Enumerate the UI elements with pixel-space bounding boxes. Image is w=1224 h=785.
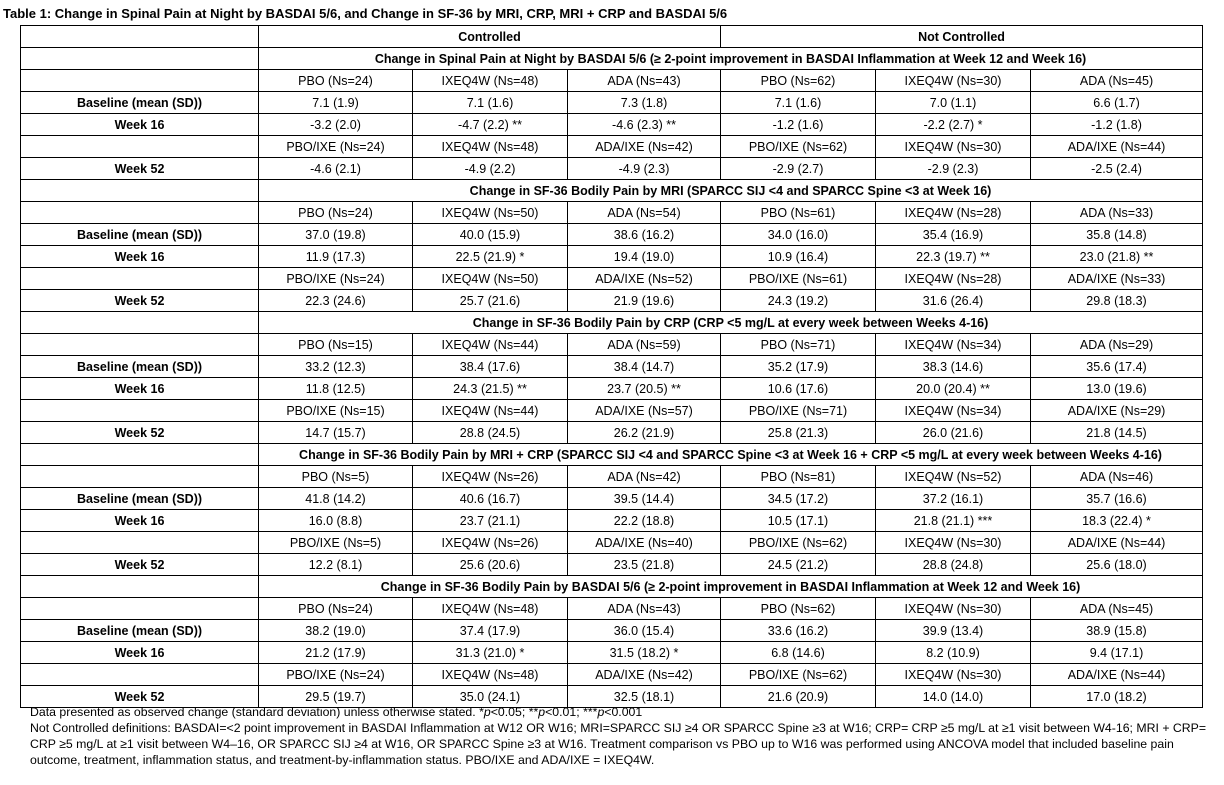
table-cell: 38.2 (19.0) [259, 620, 413, 642]
row-label [21, 70, 259, 92]
table-cell: IXEQ4W (Ns=30) [876, 598, 1031, 620]
footnote-definitions: Not Controlled definitions: BASDAI=<2 point improvement in BASDAI Inflammation at W12 OR W16; MRI=SPARCC SIJ ≥4 OR SPARCC Spine ≥3 at W16; CRP= CRP ≥5 mg/L at ≥1 visit between W4-16; MRI + CRP= CRP ≥5 mg/L at ≥1 visit between W4–16, OR SPARCC SIJ ≥4 at W16, OR SPARCC Spine ≥3 at W16. Treatment comparison vs PBO up to W16 was performed using ANCOVA model that included baseline pain outcome, treatment, inflammation status, and treatment-by-inflammation status. PBO/IXE and ADA/IXE = IXEQ4W. [30, 721, 1207, 767]
table-cell: 24.3 (21.5) ** [413, 378, 568, 400]
table-row [21, 92, 1203, 114]
table-cell: ADA/IXE (Ns=44) [1031, 532, 1203, 554]
row-label [21, 334, 259, 356]
table-row [21, 664, 1203, 686]
row-label: Week 52 [21, 290, 259, 312]
table-cell: 25.7 (21.6) [413, 290, 568, 312]
section-blank-cell [21, 48, 259, 70]
table-cell: 18.3 (22.4) * [1031, 510, 1203, 532]
table-cell: IXEQ4W (Ns=50) [413, 268, 568, 290]
table-cell: 17.0 (18.2) [1031, 686, 1203, 708]
row-label [21, 598, 259, 620]
table-cell: 31.6 (26.4) [876, 290, 1031, 312]
table-cell: ADA (Ns=45) [1031, 70, 1203, 92]
table-cell: IXEQ4W (Ns=50) [413, 202, 568, 224]
table-cell: 8.2 (10.9) [876, 642, 1031, 664]
group-not-controlled: Not Controlled [721, 26, 1203, 48]
table-cell: IXEQ4W (Ns=34) [876, 400, 1031, 422]
row-label: Week 52 [21, 554, 259, 576]
section-heading: Change in SF-36 Bodily Pain by BASDAI 5/6 (≥ 2-point improvement in BASDAI Inflammation at Week 12 and Week 16) [259, 576, 1203, 598]
table-cell: ADA/IXE (Ns=42) [568, 136, 721, 158]
table-cell: ADA (Ns=43) [568, 598, 721, 620]
table-cell: 37.4 (17.9) [413, 620, 568, 642]
table-cell: ADA/IXE (Ns=42) [568, 664, 721, 686]
table-cell: PBO/IXE (Ns=24) [259, 136, 413, 158]
table-cell: ADA (Ns=54) [568, 202, 721, 224]
table-cell: PBO (Ns=15) [259, 334, 413, 356]
table-cell: 35.6 (17.4) [1031, 356, 1203, 378]
table-cell: 11.9 (17.3) [259, 246, 413, 268]
section-heading: Change in SF-36 Bodily Pain by CRP (CRP <5 mg/L at every week between Weeks 4-16) [259, 312, 1203, 334]
table-row [21, 290, 1203, 312]
table-cell: 23.0 (21.8) ** [1031, 246, 1203, 268]
table-cell: -4.6 (2.1) [259, 158, 413, 180]
row-label: Baseline (mean (SD)) [21, 356, 259, 378]
table-cell: 36.0 (15.4) [568, 620, 721, 642]
table-cell: 14.0 (14.0) [876, 686, 1031, 708]
table-cell: 7.1 (1.6) [721, 92, 876, 114]
table-cell: 11.8 (12.5) [259, 378, 413, 400]
table-row [21, 158, 1203, 180]
table-cell: PBO/IXE (Ns=61) [721, 268, 876, 290]
row-label: Week 16 [21, 246, 259, 268]
row-label: Baseline (mean (SD)) [21, 224, 259, 246]
table-cell: 12.2 (8.1) [259, 554, 413, 576]
table-cell: PBO (Ns=24) [259, 202, 413, 224]
row-label: Baseline (mean (SD)) [21, 92, 259, 114]
table-cell: PBO (Ns=24) [259, 70, 413, 92]
table-cell: -4.7 (2.2) ** [413, 114, 568, 136]
table-row [21, 70, 1203, 92]
table-cell: IXEQ4W (Ns=28) [876, 268, 1031, 290]
table-cell: 6.6 (1.7) [1031, 92, 1203, 114]
table-cell: 25.8 (21.3) [721, 422, 876, 444]
table-cell: IXEQ4W (Ns=30) [876, 664, 1031, 686]
row-label [21, 268, 259, 290]
section-blank-cell [21, 576, 259, 598]
table-cell: 39.5 (14.4) [568, 488, 721, 510]
table-cell: -2.9 (2.7) [721, 158, 876, 180]
table-cell: IXEQ4W (Ns=30) [876, 532, 1031, 554]
table-cell: 20.0 (20.4) ** [876, 378, 1031, 400]
table-cell: -1.2 (1.6) [721, 114, 876, 136]
table-row [21, 510, 1203, 532]
table-cell: 38.4 (14.7) [568, 356, 721, 378]
table-cell: IXEQ4W (Ns=48) [413, 70, 568, 92]
table-cell: 23.7 (21.1) [413, 510, 568, 532]
table-cell: ADA (Ns=45) [1031, 598, 1203, 620]
table-cell: 33.6 (16.2) [721, 620, 876, 642]
table-cell: 40.6 (16.7) [413, 488, 568, 510]
row-label [21, 664, 259, 686]
table-cell: PBO/IXE (Ns=71) [721, 400, 876, 422]
table-cell: -4.6 (2.3) ** [568, 114, 721, 136]
table-cell: ADA/IXE (Ns=57) [568, 400, 721, 422]
table-cell: 26.0 (21.6) [876, 422, 1031, 444]
row-label [21, 532, 259, 554]
row-label: Week 16 [21, 114, 259, 136]
table-cell: IXEQ4W (Ns=28) [876, 202, 1031, 224]
table-cell: IXEQ4W (Ns=44) [413, 334, 568, 356]
table-cell: PBO/IXE (Ns=5) [259, 532, 413, 554]
table-row [21, 356, 1203, 378]
table-cell: ADA (Ns=33) [1031, 202, 1203, 224]
table-cell: ADA/IXE (Ns=44) [1031, 664, 1203, 686]
table-cell: 25.6 (20.6) [413, 554, 568, 576]
table-row [21, 378, 1203, 400]
table-cell: IXEQ4W (Ns=48) [413, 664, 568, 686]
table-cell: 10.5 (17.1) [721, 510, 876, 532]
table-cell: 21.2 (17.9) [259, 642, 413, 664]
section-blank-cell [21, 312, 259, 334]
table-cell: 7.3 (1.8) [568, 92, 721, 114]
table-cell: 41.8 (14.2) [259, 488, 413, 510]
table-cell: 38.4 (17.6) [413, 356, 568, 378]
table-cell: 29.5 (19.7) [259, 686, 413, 708]
table-cell: ADA/IXE (Ns=44) [1031, 136, 1203, 158]
table-cell: 33.2 (12.3) [259, 356, 413, 378]
table-cell: IXEQ4W (Ns=44) [413, 400, 568, 422]
table-row [21, 488, 1203, 510]
table-cell: 9.4 (17.1) [1031, 642, 1203, 664]
table-cell: PBO (Ns=71) [721, 334, 876, 356]
footnote-significance: Data presented as observed change (standard deviation) unless otherwise stated. *p<0.05; **p<0.01; ***p<0.001 [30, 705, 643, 719]
row-label [21, 202, 259, 224]
table-cell: PBO (Ns=61) [721, 202, 876, 224]
results-table [20, 25, 1203, 708]
group-controlled: Controlled [259, 26, 721, 48]
table-cell: 19.4 (19.0) [568, 246, 721, 268]
table-cell: 26.2 (21.9) [568, 422, 721, 444]
row-label: Baseline (mean (SD)) [21, 620, 259, 642]
table-row [21, 598, 1203, 620]
table-cell: -2.9 (2.3) [876, 158, 1031, 180]
table-cell: 37.2 (16.1) [876, 488, 1031, 510]
table-cell: PBO (Ns=62) [721, 598, 876, 620]
table-cell: ADA/IXE (Ns=52) [568, 268, 721, 290]
table-cell: 6.8 (14.6) [721, 642, 876, 664]
table-cell: PBO (Ns=5) [259, 466, 413, 488]
table-cell: -4.9 (2.2) [413, 158, 568, 180]
table-cell: IXEQ4W (Ns=48) [413, 136, 568, 158]
table-row [21, 114, 1203, 136]
table-cell: -1.2 (1.8) [1031, 114, 1203, 136]
table-cell: PBO/IXE (Ns=62) [721, 136, 876, 158]
table-cell: 25.6 (18.0) [1031, 554, 1203, 576]
table-cell: PBO/IXE (Ns=24) [259, 268, 413, 290]
table-cell: 31.5 (18.2) * [568, 642, 721, 664]
table-row [21, 246, 1203, 268]
section-blank-cell [21, 444, 259, 466]
table-cell: 7.0 (1.1) [876, 92, 1031, 114]
table-cell: ADA (Ns=46) [1031, 466, 1203, 488]
section-heading-row [21, 444, 1203, 466]
footnotes [30, 704, 1220, 768]
row-label: Week 52 [21, 422, 259, 444]
table-cell: 39.9 (13.4) [876, 620, 1031, 642]
table-cell: PBO/IXE (Ns=15) [259, 400, 413, 422]
section-heading-row [21, 576, 1203, 598]
table-cell: 34.0 (16.0) [721, 224, 876, 246]
table-cell: 22.3 (24.6) [259, 290, 413, 312]
table-cell: 35.4 (16.9) [876, 224, 1031, 246]
table-row [21, 532, 1203, 554]
table-cell: 7.1 (1.9) [259, 92, 413, 114]
table-row [21, 620, 1203, 642]
group-header-row [21, 26, 1203, 48]
section-heading: Change in Spinal Pain at Night by BASDAI 5/6 (≥ 2-point improvement in BASDAI Inflammation at Week 12 and Week 16) [259, 48, 1203, 70]
table-row [21, 224, 1203, 246]
table-cell: 10.6 (17.6) [721, 378, 876, 400]
table-cell: PBO/IXE (Ns=62) [721, 532, 876, 554]
table-cell: 29.8 (18.3) [1031, 290, 1203, 312]
table-row [21, 268, 1203, 290]
section-blank-cell [21, 180, 259, 202]
table-cell: IXEQ4W (Ns=26) [413, 466, 568, 488]
table-cell: 37.0 (19.8) [259, 224, 413, 246]
table-cell: 31.3 (21.0) * [413, 642, 568, 664]
row-label [21, 466, 259, 488]
table-cell: 24.5 (21.2) [721, 554, 876, 576]
table-row [21, 642, 1203, 664]
table-row [21, 136, 1203, 158]
table-cell: 38.9 (15.8) [1031, 620, 1203, 642]
section-heading: Change in SF-36 Bodily Pain by MRI (SPARCC SIJ <4 and SPARCC Spine <3 at Week 16) [259, 180, 1203, 202]
row-label: Week 52 [21, 686, 259, 708]
table-cell: 21.9 (19.6) [568, 290, 721, 312]
table-cell: 10.9 (16.4) [721, 246, 876, 268]
table-cell: ADA/IXE (Ns=33) [1031, 268, 1203, 290]
table-cell: 24.3 (19.2) [721, 290, 876, 312]
empty-corner-cell [21, 26, 259, 48]
row-label [21, 136, 259, 158]
table-cell: ADA (Ns=29) [1031, 334, 1203, 356]
table-cell: 35.2 (17.9) [721, 356, 876, 378]
table-title: Table 1: Change in Spinal Pain at Night by BASDAI 5/6, and Change in SF-36 by MRI, CRP, MRI + CRP and BASDAI 5/6 [3, 6, 728, 21]
table-cell: 35.0 (24.1) [413, 686, 568, 708]
row-label [21, 400, 259, 422]
table-cell: -2.2 (2.7) * [876, 114, 1031, 136]
table-cell: 23.5 (21.8) [568, 554, 721, 576]
row-label: Baseline (mean (SD)) [21, 488, 259, 510]
table-cell: 22.3 (19.7) ** [876, 246, 1031, 268]
table-cell: IXEQ4W (Ns=34) [876, 334, 1031, 356]
table-cell: 32.5 (18.1) [568, 686, 721, 708]
table-cell: -2.5 (2.4) [1031, 158, 1203, 180]
section-heading-row [21, 48, 1203, 70]
table-row [21, 422, 1203, 444]
table-row [21, 466, 1203, 488]
table-cell: PBO (Ns=81) [721, 466, 876, 488]
table-cell: ADA (Ns=59) [568, 334, 721, 356]
table-cell: 13.0 (19.6) [1031, 378, 1203, 400]
table-cell: 38.6 (16.2) [568, 224, 721, 246]
table-cell: -3.2 (2.0) [259, 114, 413, 136]
table-cell: ADA (Ns=42) [568, 466, 721, 488]
table-cell: 21.8 (21.1) *** [876, 510, 1031, 532]
table-cell: PBO (Ns=62) [721, 70, 876, 92]
table-row [21, 554, 1203, 576]
table-cell: IXEQ4W (Ns=52) [876, 466, 1031, 488]
table-cell: 28.8 (24.5) [413, 422, 568, 444]
table-cell: PBO/IXE (Ns=62) [721, 664, 876, 686]
table-cell: 22.2 (18.8) [568, 510, 721, 532]
table-cell: IXEQ4W (Ns=30) [876, 136, 1031, 158]
table-row [21, 334, 1203, 356]
section-heading: Change in SF-36 Bodily Pain by MRI + CRP (SPARCC SIJ <4 and SPARCC Spine <3 at Week 16 + CRP <5 mg/L at every week between Weeks 4-16) [259, 444, 1203, 466]
section-heading-row [21, 180, 1203, 202]
row-label: Week 16 [21, 378, 259, 400]
table-cell: IXEQ4W (Ns=48) [413, 598, 568, 620]
table-cell: IXEQ4W (Ns=26) [413, 532, 568, 554]
table-cell: 28.8 (24.8) [876, 554, 1031, 576]
table-cell: 14.7 (15.7) [259, 422, 413, 444]
table-cell: ADA (Ns=43) [568, 70, 721, 92]
table-cell: 38.3 (14.6) [876, 356, 1031, 378]
table-cell: PBO (Ns=24) [259, 598, 413, 620]
table-cell: 16.0 (8.8) [259, 510, 413, 532]
table-cell: 21.6 (20.9) [721, 686, 876, 708]
table-cell: 40.0 (15.9) [413, 224, 568, 246]
table-cell: 22.5 (21.9) * [413, 246, 568, 268]
table-row [21, 400, 1203, 422]
table-cell: 35.7 (16.6) [1031, 488, 1203, 510]
section-heading-row [21, 312, 1203, 334]
table-cell: 35.8 (14.8) [1031, 224, 1203, 246]
table-cell: 23.7 (20.5) ** [568, 378, 721, 400]
table-cell: -4.9 (2.3) [568, 158, 721, 180]
row-label: Week 16 [21, 642, 259, 664]
table-cell: 34.5 (17.2) [721, 488, 876, 510]
row-label: Week 52 [21, 158, 259, 180]
table-cell: ADA/IXE (Ns=29) [1031, 400, 1203, 422]
table-cell: 7.1 (1.6) [413, 92, 568, 114]
table-cell: ADA/IXE (Ns=40) [568, 532, 721, 554]
row-label: Week 16 [21, 510, 259, 532]
table-cell: IXEQ4W (Ns=30) [876, 70, 1031, 92]
table-cell: PBO/IXE (Ns=24) [259, 664, 413, 686]
table-cell: 21.8 (14.5) [1031, 422, 1203, 444]
table-row [21, 202, 1203, 224]
